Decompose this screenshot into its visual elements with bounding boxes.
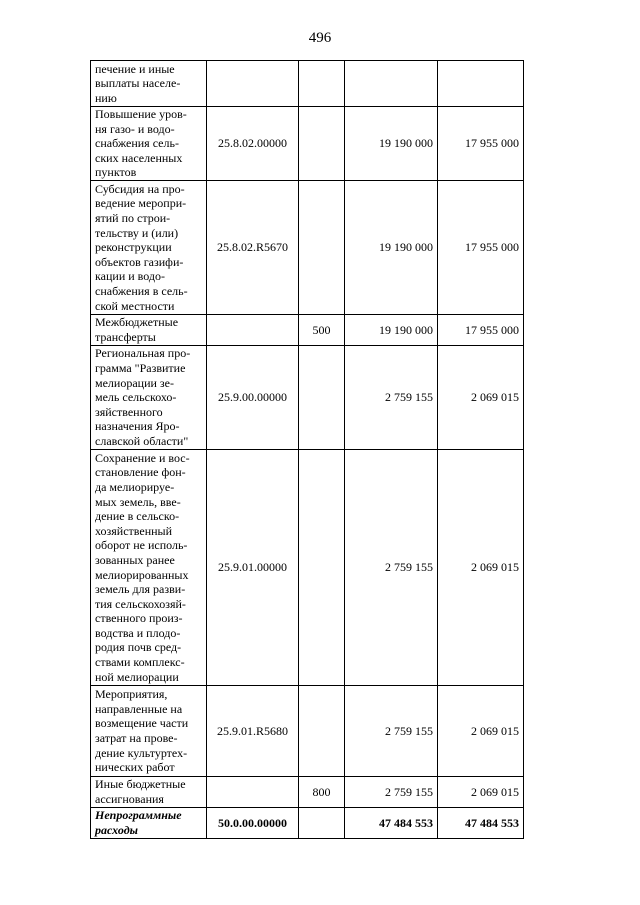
row-code	[207, 777, 299, 808]
row-expense-type	[299, 346, 345, 450]
row-name: Межбюджетные трансферты	[91, 315, 207, 346]
row-sum-2	[438, 61, 524, 107]
total-name: Непрограммные расходы	[91, 808, 207, 839]
row-expense-type	[299, 450, 345, 686]
row-sum-2: 2 069 015	[438, 450, 524, 686]
row-sum-1: 19 190 000	[345, 181, 438, 315]
table-row	[91, 686, 524, 777]
page-number: 496	[308, 30, 332, 46]
row-code: 25.8.02.00000	[207, 107, 299, 181]
row-expense-type	[299, 181, 345, 315]
row-code: 25.9.00.00000	[207, 346, 299, 450]
table-row	[91, 107, 524, 181]
row-code: 25.8.02.R5670	[207, 181, 299, 315]
row-name: Региональная про- грамма "Развитие мелиорации зе- мель сельскохо- зяйственного назначения Яро- славской области"	[91, 346, 207, 450]
table-row	[91, 450, 524, 686]
row-sum-2: 17 955 000	[438, 315, 524, 346]
table-row	[91, 315, 524, 346]
total-expense-type	[299, 808, 345, 839]
table-row	[91, 181, 524, 315]
row-expense-type	[299, 107, 345, 181]
total-code: 50.0.00.00000	[207, 808, 299, 839]
row-sum-1: 2 759 155	[345, 686, 438, 777]
row-name: Мероприятия, направленные на возмещение части затрат на прове- дение культуртех- нических работ	[91, 686, 207, 777]
total-sum-2: 47 484 553	[438, 808, 524, 839]
table-row-total	[91, 808, 524, 839]
row-sum-1: 2 759 155	[345, 450, 438, 686]
row-code: 25.9.01.00000	[207, 450, 299, 686]
row-code	[207, 315, 299, 346]
row-sum-1: 2 759 155	[345, 777, 438, 808]
row-sum-1: 19 190 000	[345, 107, 438, 181]
row-name: Повышение уров- ня газо- и водо- снабжения сель- ских населенных пунктов	[91, 107, 207, 181]
row-sum-2: 2 069 015	[438, 777, 524, 808]
row-sum-2: 2 069 015	[438, 686, 524, 777]
row-name: Сохранение и вос- становление фон- да мелиорируе- мых земель, вве- дение в сельско- хозяйственный оборот не исполь- зованных ранее мелиорированных земель для разви- тия сельскохозяй- ственного произ- водства и плодо- родия почв сред- ствами комплекс- ной мелиорации	[91, 450, 207, 686]
row-code: 25.9.01.R5680	[207, 686, 299, 777]
row-expense-type	[299, 61, 345, 107]
row-sum-2: 17 955 000	[438, 107, 524, 181]
total-sum-1: 47 484 553	[345, 808, 438, 839]
row-sum-2: 17 955 000	[438, 181, 524, 315]
row-sum-1: 19 190 000	[345, 315, 438, 346]
row-sum-2: 2 069 015	[438, 346, 524, 450]
row-name: печение и иные выплаты населе- нию	[91, 61, 207, 107]
row-name: Иные бюджетные ассигнования	[91, 777, 207, 808]
budget-table	[90, 60, 524, 839]
row-expense-type: 500	[299, 315, 345, 346]
row-expense-type: 800	[299, 777, 345, 808]
row-expense-type	[299, 686, 345, 777]
table-row	[91, 777, 524, 808]
table-row	[91, 61, 524, 107]
table-row	[91, 346, 524, 450]
row-sum-1: 2 759 155	[345, 346, 438, 450]
row-sum-1	[345, 61, 438, 107]
row-code	[207, 61, 299, 107]
row-name: Субсидия на про- ведение меропри- ятий по строи- тельству и (или) реконструкции объектов газифи- кации и водо- снабжения в сель- ской местности	[91, 181, 207, 315]
